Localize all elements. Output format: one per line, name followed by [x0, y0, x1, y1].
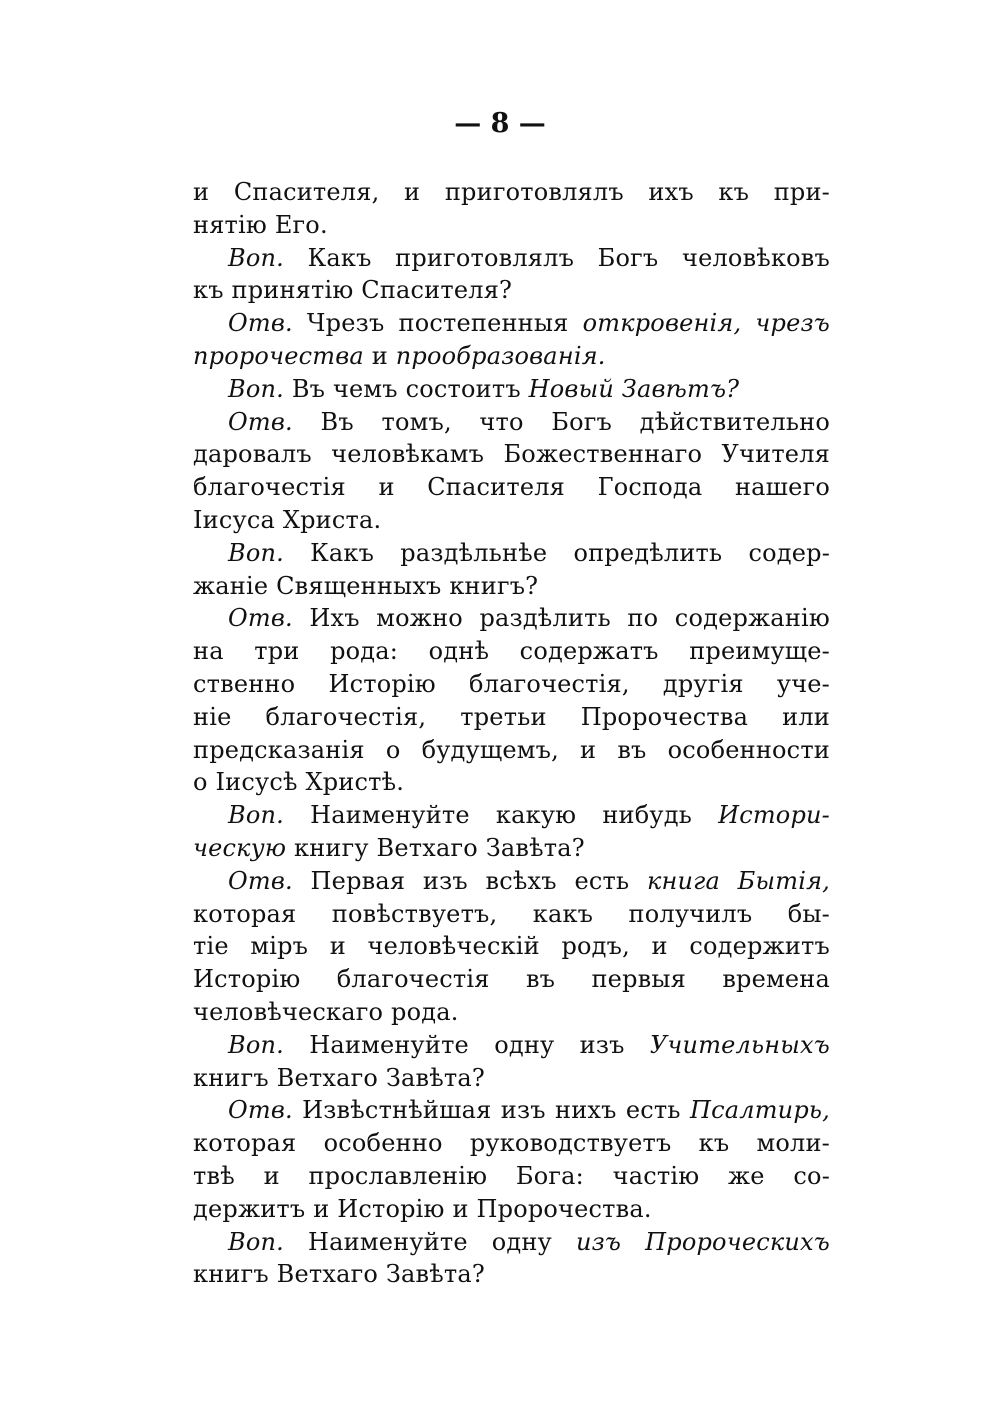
text-segment: Извѣстнѣйшая изъ нихъ есть — [292, 1096, 690, 1125]
text-line — [193, 635, 830, 667]
text-line — [193, 1062, 830, 1094]
text-segment: которая особенно руководствуетъ къ моли- — [193, 1129, 830, 1158]
italic-text: Воп. — [228, 374, 284, 403]
italic-text: ческую — [193, 834, 287, 862]
italic-text: Воп. — [228, 1030, 284, 1059]
text-line — [193, 930, 830, 962]
text-segment: о Іисусѣ Христѣ. — [193, 768, 405, 797]
text-segment: Въ томъ, что Богъ дѣйствительно — [292, 407, 830, 436]
italic-text: Воп. — [228, 801, 284, 830]
text-segment: ственно Исторію благочестія, другія уче- — [193, 670, 830, 698]
text-segment: даровалъ человѣкамъ Божественнаго Учителя — [193, 440, 830, 469]
italic-text: откровенія, чрезъ — [582, 309, 830, 338]
text-line — [193, 832, 830, 864]
text-segment: на три рода: однѣ содержатъ преимуще- — [193, 637, 830, 666]
text-line — [228, 1029, 830, 1061]
italic-text: прообразованія. — [395, 342, 606, 370]
text-segment: Чрезъ постепенныя — [292, 309, 583, 338]
text-line — [193, 176, 830, 208]
text-line — [193, 1258, 830, 1290]
text-segment: человѣческаго рода. — [193, 998, 459, 1026]
text-line — [193, 898, 830, 930]
text-line — [193, 766, 830, 798]
text-segment: Первая изъ всѣхъ есть — [292, 866, 647, 895]
text-segment: Наименуйте одну изъ — [283, 1030, 650, 1059]
italic-text: Отв. — [228, 1096, 293, 1125]
text-line — [193, 963, 830, 995]
text-segment: Наименуйте одну — [283, 1227, 576, 1256]
italic-text: Воп. — [228, 243, 284, 272]
italic-text: Воп. — [228, 1227, 284, 1256]
text-line — [228, 242, 830, 274]
text-segment: Въ чемъ состоитъ — [283, 374, 529, 403]
text-line — [193, 504, 830, 536]
text-line — [228, 1094, 830, 1126]
text-segment: держитъ и Исторію и Пророчества. — [193, 1194, 652, 1223]
text-segment: книгу Ветхаго Завѣта? — [286, 834, 585, 862]
text-line — [193, 668, 830, 700]
italic-text: Отв. — [228, 604, 293, 633]
italic-text: Отв. — [228, 866, 293, 895]
text-segment: книгъ Ветхаго Завѣта? — [193, 1260, 485, 1289]
italic-text: пророчества — [193, 342, 364, 370]
text-line — [228, 1226, 830, 1258]
italic-text: Отв. — [228, 407, 293, 436]
text-segment: Ихъ можно раздѣлить по содержанію — [292, 604, 830, 633]
italic-text: Истори- — [718, 801, 830, 830]
text-line — [193, 209, 830, 241]
text-line — [193, 340, 830, 372]
italic-text: книга Бытія, — [646, 866, 831, 895]
text-line — [193, 274, 830, 306]
text-segment: Какъ раздѣльнѣе опредѣлить содер- — [283, 538, 830, 567]
text-line — [228, 537, 830, 569]
text-line — [193, 1193, 830, 1225]
text-segment: твѣ и прославленію Бога: частію же со- — [193, 1162, 830, 1190]
text-segment: Наименуйте какую нибудь — [283, 801, 719, 830]
text-segment: и Спасителя, и приготовлялъ ихъ къ при- — [193, 178, 830, 206]
text-line — [228, 373, 830, 405]
italic-text: Отв. — [228, 309, 293, 338]
text-line — [228, 602, 830, 634]
text-segment: нятію Его. — [193, 210, 328, 239]
text-line — [228, 865, 830, 897]
italic-text: Новый Завѣтъ? — [528, 374, 740, 403]
text-line — [193, 1127, 830, 1159]
text-segment: Исторію благочестія въ первыя времена — [193, 965, 830, 994]
text-line — [228, 406, 830, 438]
text-line — [193, 1160, 830, 1192]
text-segment: Какъ приготовлялъ Богъ человѣковъ — [283, 243, 830, 272]
italic-text: Воп. — [228, 538, 284, 567]
text-segment: тіе міръ и человѣческій родъ, и содержитъ — [193, 932, 830, 961]
italic-text: Псалтирь, — [689, 1096, 830, 1125]
text-segment: ніе благочестія, третьи Пророчества или — [193, 702, 830, 731]
text-segment: благочестія и Спасителя Господа нашего — [193, 473, 830, 502]
text-segment: книгъ Ветхаго Завѣта? — [193, 1063, 485, 1092]
text-segment: къ принятію Спасителя? — [193, 276, 513, 305]
text-segment: предсказанія о будущемъ, и въ особенности — [193, 735, 830, 764]
text-segment: Іисуса Христа. — [193, 506, 382, 534]
text-segment: и — [363, 342, 396, 370]
text-line — [193, 471, 830, 503]
text-line — [193, 438, 830, 470]
text-line — [193, 570, 830, 602]
text-line — [228, 799, 830, 831]
text-line — [193, 734, 830, 766]
italic-text: изъ Пророческихъ — [575, 1227, 830, 1256]
text-line — [193, 701, 830, 733]
text-segment: которая повѣствуетъ, какъ получилъ бы- — [193, 899, 830, 928]
text-line — [228, 307, 830, 339]
text-segment: жаніе Священныхъ книгъ? — [193, 571, 539, 600]
text-line — [193, 996, 830, 1028]
italic-text: Учительныхъ — [649, 1030, 830, 1059]
page-number: — 8 — — [454, 108, 546, 139]
